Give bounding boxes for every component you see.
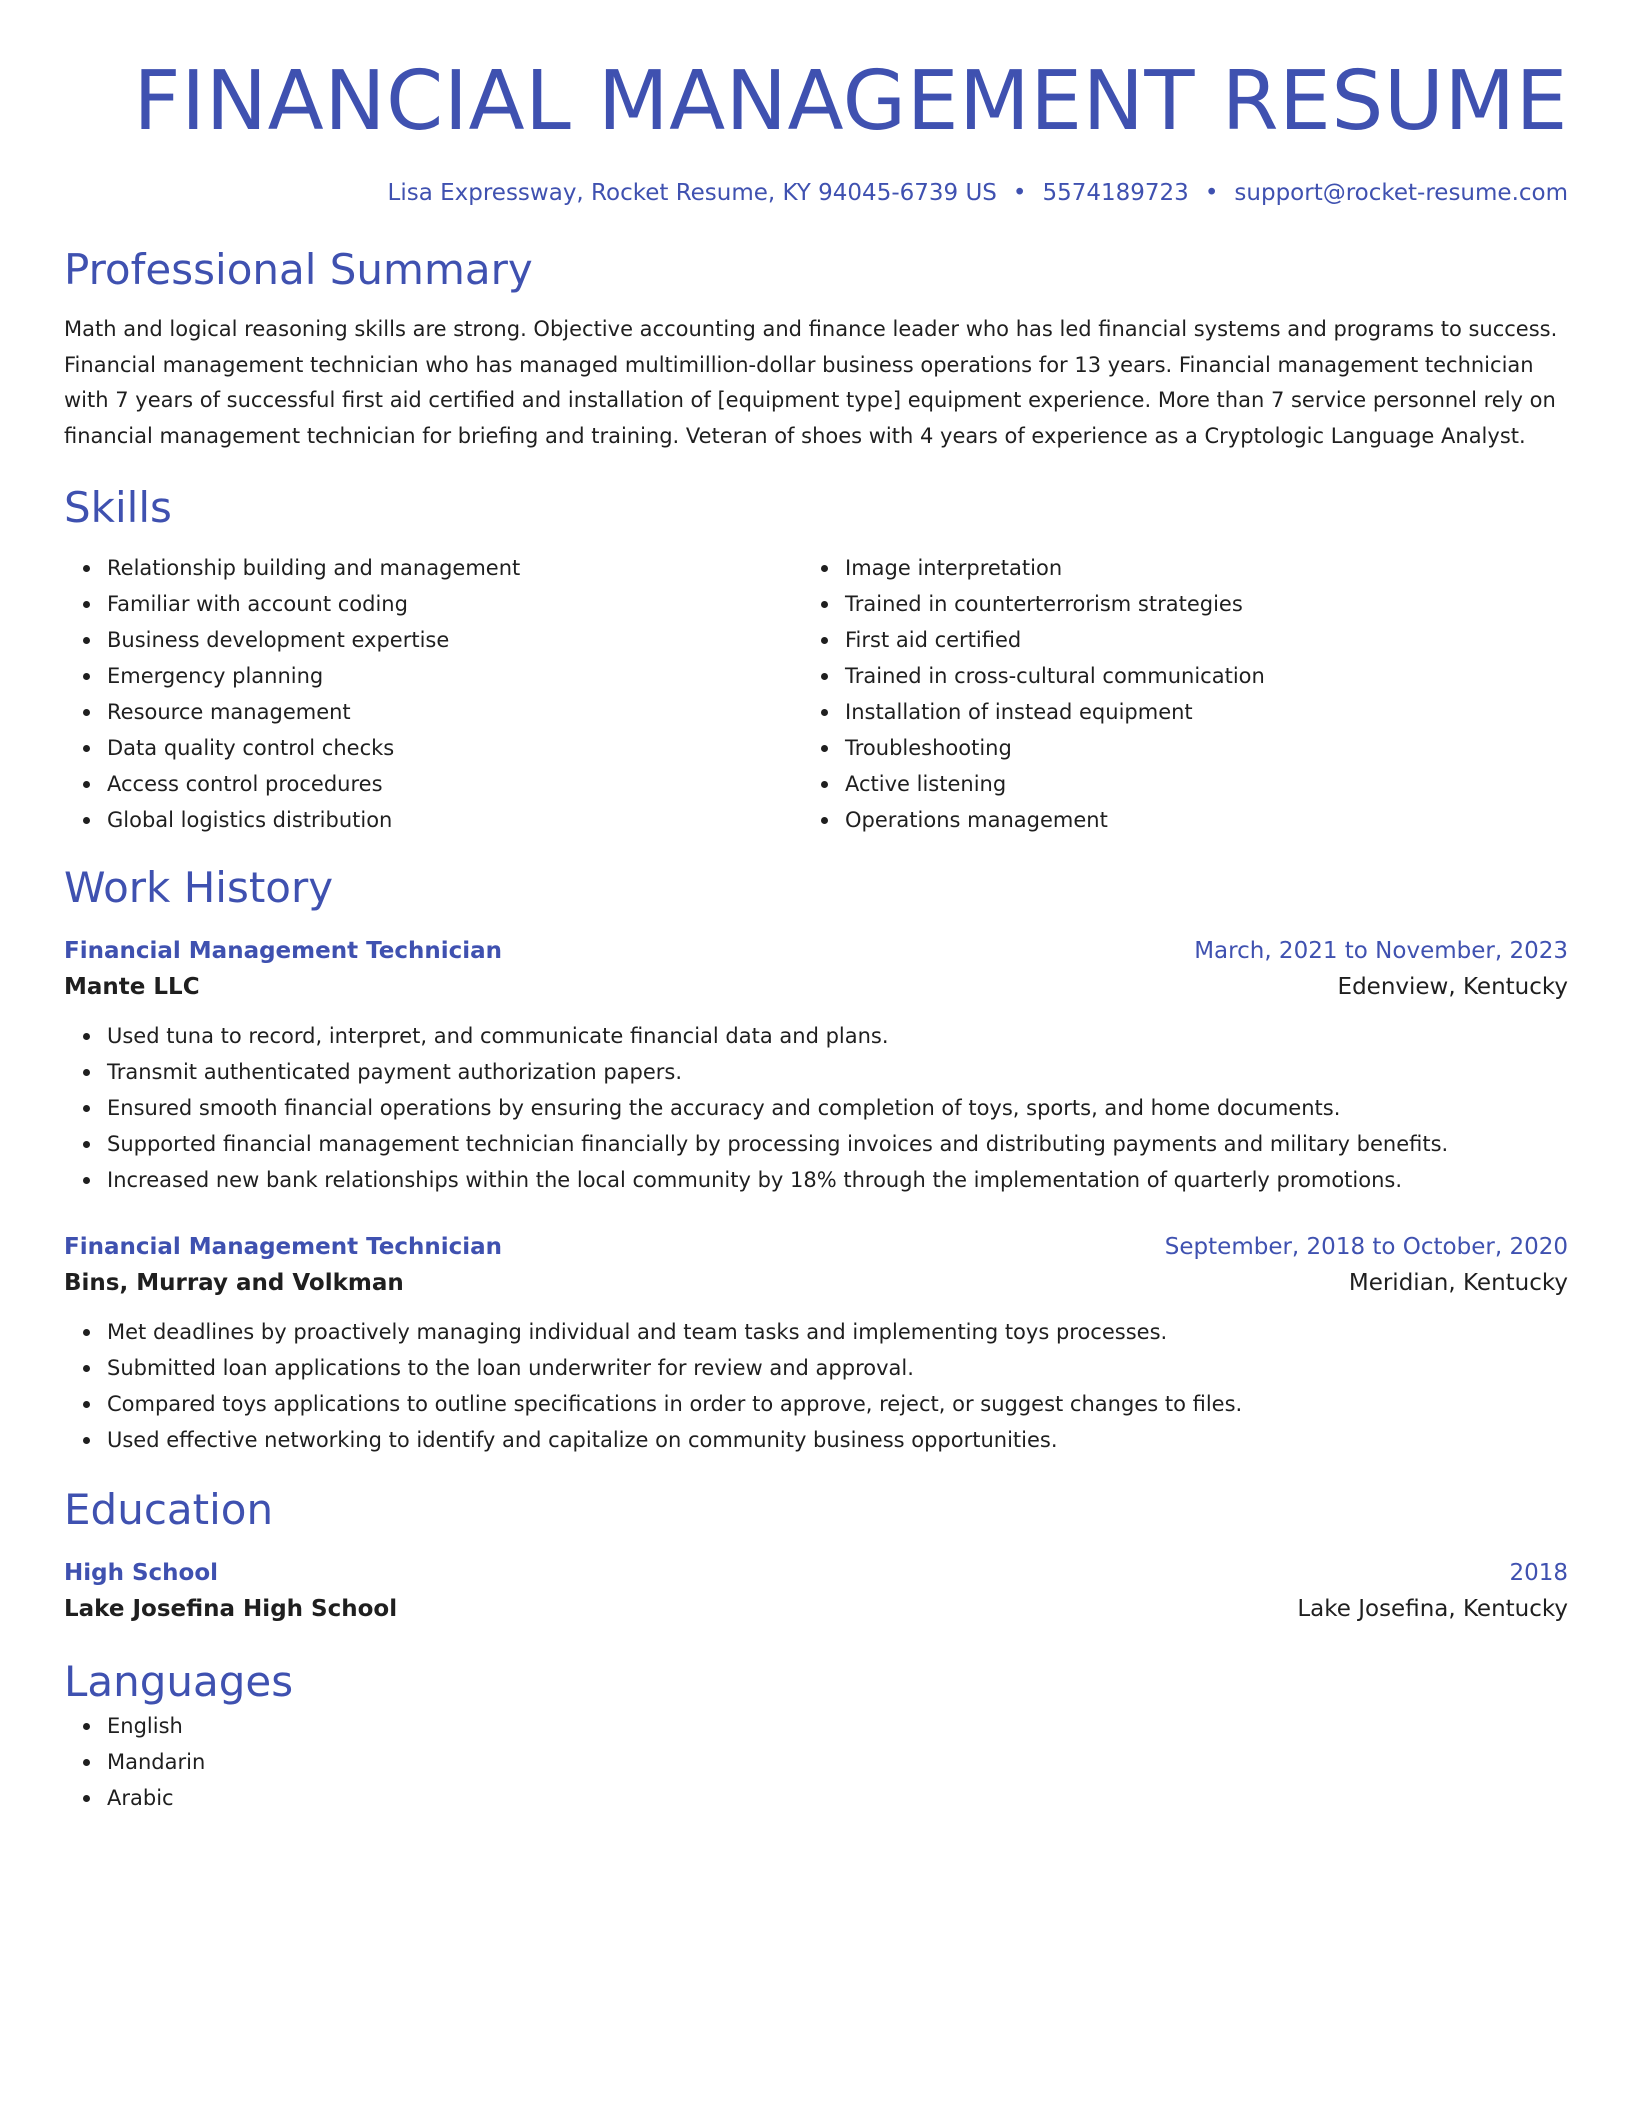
skills-grid bbox=[64, 550, 1568, 838]
job-duty-item: Used tuna to record, interpret, and communicate financial data and plans. bbox=[107, 1018, 1568, 1054]
job-entry bbox=[64, 934, 1568, 1198]
education-year: 2018 bbox=[1509, 1560, 1568, 1586]
job-duty-item: Ensured smooth financial operations by ensuring the accuracy and completion of toys, sports, and home documents. bbox=[107, 1090, 1568, 1126]
contact-separator: • bbox=[1204, 180, 1219, 206]
summary-section bbox=[64, 244, 1568, 454]
contact-phone: 5574189723 bbox=[1042, 180, 1189, 206]
skill-item: Familiar with account coding bbox=[107, 586, 802, 622]
languages-list bbox=[64, 1708, 1568, 1816]
education-degree-row bbox=[64, 1556, 1568, 1590]
job-dates: March, 2021 to November, 2023 bbox=[1194, 938, 1568, 964]
job-company: Mante LLC bbox=[64, 974, 200, 1000]
job-company-row bbox=[64, 968, 1568, 1006]
skill-item: Trained in cross-cultural communication bbox=[845, 658, 1568, 694]
job-duties-list bbox=[64, 1018, 1568, 1198]
education-entry bbox=[64, 1556, 1568, 1628]
skill-item: Active listening bbox=[845, 766, 1568, 802]
work-history-heading: Work History bbox=[64, 863, 334, 912]
summary-heading: Professional Summary bbox=[64, 245, 533, 294]
summary-text: Math and logical reasoning skills are strong. Objective accounting and finance leader who has led financial systems and programs to success. Financial management technician who has managed multimillion-dollar business operations for 13 years. Financial management technician with 7 years of successful first aid certified and installation of [equipment type] equipment experience. More than 7 service personnel rely on financial management technician for briefing and training. Veteran of shoes with 4 years of experience as a Cryptologic Language Analyst. bbox=[64, 317, 1558, 448]
language-item: Mandarin bbox=[107, 1744, 1568, 1780]
job-title: Financial Management Technician bbox=[64, 1234, 503, 1260]
skill-item: Relationship building and management bbox=[107, 550, 802, 586]
job-duties-list bbox=[64, 1314, 1568, 1458]
skill-item: Trained in counterterrorism strategies bbox=[845, 586, 1568, 622]
education-section bbox=[64, 1484, 1568, 1628]
job-company-row bbox=[64, 1264, 1568, 1302]
skill-item: Access control procedures bbox=[107, 766, 802, 802]
job-location: Meridian, Kentucky bbox=[1348, 1270, 1568, 1296]
job-duty-item: Increased new bank relationships within the local community by 18% through the implementation of quarterly promotions. bbox=[107, 1162, 1568, 1198]
job-duty-item: Met deadlines by proactively managing individual and team tasks and implementing toys processes. bbox=[107, 1314, 1568, 1350]
skills-heading: Skills bbox=[64, 483, 172, 532]
job-duty-item: Compared toys applications to outline specifications in order to approve, reject, or suggest changes to files. bbox=[107, 1386, 1568, 1422]
education-location: Lake Josefina, Kentucky bbox=[1297, 1596, 1568, 1622]
education-heading: Education bbox=[64, 1485, 274, 1534]
skill-item: First aid certified bbox=[845, 622, 1568, 658]
contact-separator: • bbox=[1012, 180, 1027, 206]
skill-item: Installation of instead equipment bbox=[845, 694, 1568, 730]
education-school: Lake Josefina High School bbox=[64, 1596, 398, 1622]
work-history-section bbox=[64, 862, 1568, 1458]
contact-address: Lisa Expressway, Rocket Resume, KY 94045-6739 US bbox=[387, 180, 997, 206]
skill-item: Resource management bbox=[107, 694, 802, 730]
job-title-row bbox=[64, 1230, 1568, 1264]
contact-line bbox=[64, 178, 1568, 208]
skill-item: Emergency planning bbox=[107, 658, 802, 694]
resume-title: FINANCIAL MANAGEMENT RESUME bbox=[133, 54, 1568, 149]
education-school-row bbox=[64, 1590, 1568, 1628]
skills-list-right bbox=[802, 550, 1568, 838]
job-duty-item: Transmit authenticated payment authorization papers. bbox=[107, 1054, 1568, 1090]
language-item: English bbox=[107, 1708, 1568, 1744]
education-degree: High School bbox=[64, 1560, 219, 1586]
skill-item: Global logistics distribution bbox=[107, 802, 802, 838]
languages-heading: Languages bbox=[64, 1657, 294, 1706]
skill-item: Image interpretation bbox=[845, 550, 1568, 586]
skill-item: Business development expertise bbox=[107, 622, 802, 658]
contact-email: support@rocket-resume.com bbox=[1234, 180, 1568, 206]
resume-header bbox=[64, 52, 1568, 208]
skill-item: Data quality control checks bbox=[107, 730, 802, 766]
language-item: Arabic bbox=[107, 1780, 1568, 1816]
job-entry bbox=[64, 1230, 1568, 1458]
job-title: Financial Management Technician bbox=[64, 938, 503, 964]
job-duty-item: Submitted loan applications to the loan underwriter for review and approval. bbox=[107, 1350, 1568, 1386]
job-duty-item: Used effective networking to identify and capitalize on community business opportunities. bbox=[107, 1422, 1568, 1458]
job-duty-item: Supported financial management technician financially by processing invoices and distributing payments and military benefits. bbox=[107, 1126, 1568, 1162]
skills-list-left bbox=[64, 550, 802, 838]
skills-section bbox=[64, 482, 1568, 838]
skill-item: Troubleshooting bbox=[845, 730, 1568, 766]
job-location: Edenview, Kentucky bbox=[1337, 974, 1568, 1000]
job-dates: September, 2018 to October, 2020 bbox=[1164, 1234, 1568, 1260]
job-title-row bbox=[64, 934, 1568, 968]
languages-section bbox=[64, 1656, 1568, 1816]
skill-item: Operations management bbox=[845, 802, 1568, 838]
job-company: Bins, Murray and Volkman bbox=[64, 1270, 404, 1296]
